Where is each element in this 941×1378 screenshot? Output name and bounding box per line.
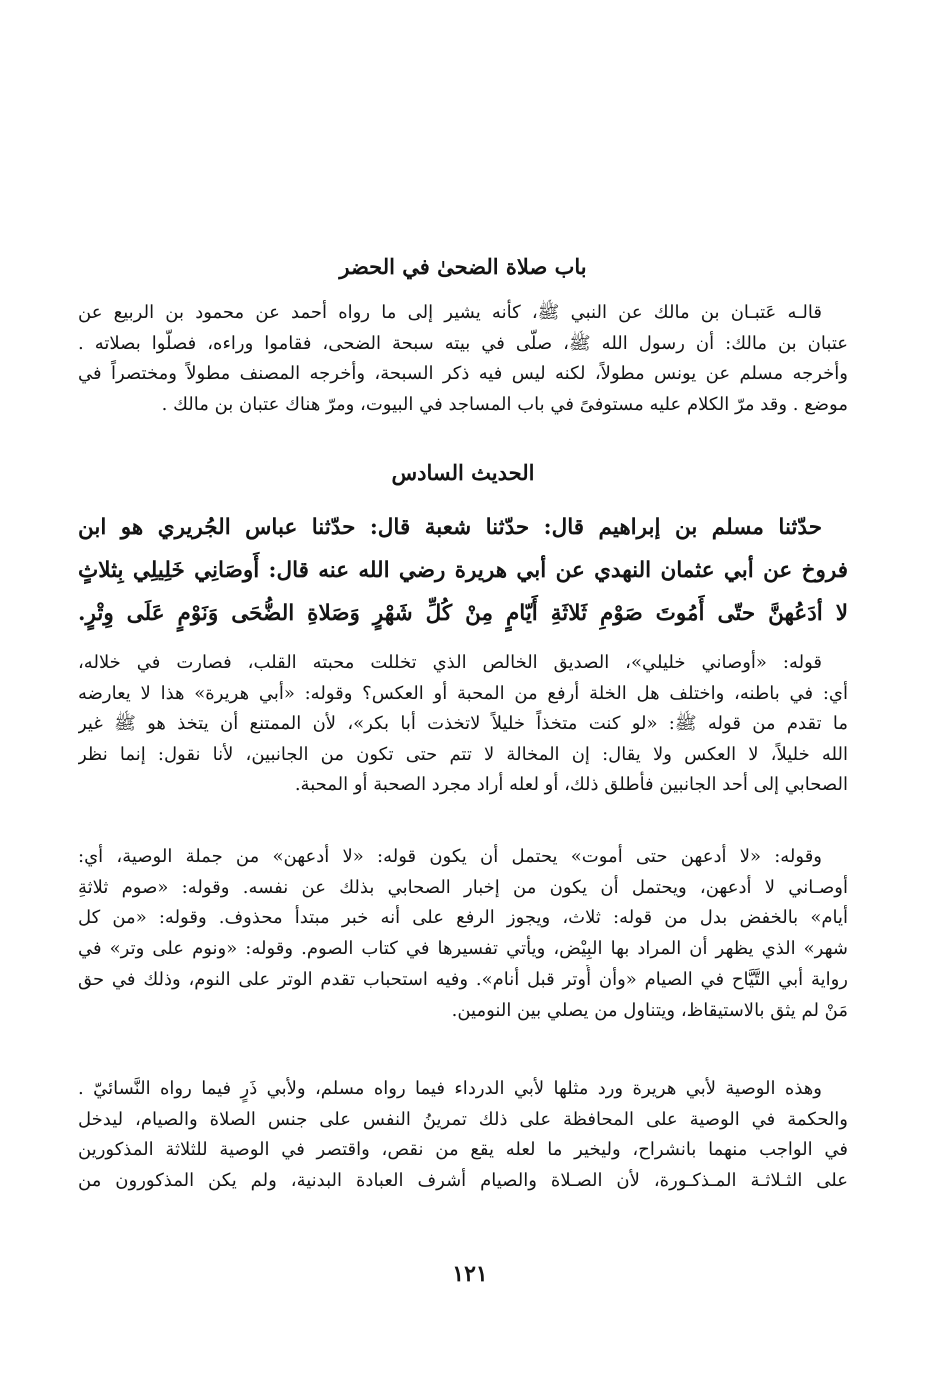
commentary-line: أوصـاني لا أدعهن، ويحتمل أن يكون من إخبار الصحابي بذلك عن نفسه. وقوله: «صوم ثلاثةِ [78,876,848,898]
commentary-line: وقوله: «لا أدعهن حتى أموت» يحتمل أن يكون قوله: «لا أدعهن» من جملة الوصية، أي: [78,846,822,867]
commentary-line: أي: في باطنه، واختلف هل الخلة أرفع من المحبة أو العكس؟ وقوله: «أبي هريرة» هذا لا يعارضه [78,682,848,704]
intro-line: موضع . وقد مرّ الكلام عليه مستوفىً في باب المساجد في البيوت، ومرّ هناك عتبان بن مالك . [161,393,848,415]
intro-line: قالـه عَتبـان بن مالك عن النبي ﷺ، كأنه يشير إلى ما رواه أحمد عن محمود بن الربيع عن [78,302,822,323]
hadith-title: الحديث السادس [391,460,535,485]
intro-line: عتبان بن مالك: أن رسول الله ﷺ، صلّى في بيته سبحة الضحى، فقاموا وراءه، فصلّوا بصلاته . [78,332,848,354]
intro-line: وأخرجه مسلم عن يونس مطولاً، لكنه ليس فيه ذكر السبحة، وأخرجه المصنف مطولاً ومختصراً في [78,363,848,384]
commentary-line: أيام» بالخفض بدل من قوله: ثلاث، ويجوز الرفع على أنه خبر مبتدأ محذوف. وقوله: «من كل [78,907,848,929]
hadith-line: فروخ عن أبي عثمان النهدي عن أبي هريرة رضي الله عنه قال: أَوصَانِي خَلِيلِي بِثلاثٍ [78,558,848,583]
commentary-line: قوله: «أوصاني خليلي»، الصديق الخالص الذي تخللت محبته القلب، فصارت في خلاله، [78,652,822,673]
commentary-line: شهر» الذي يظهر أن المراد بها البِيْض، ويأتي تفسيرها في كتاب الصوم. وقوله: «ونوم على وتر» في [78,938,848,960]
commentary-line: مَنْ لم يثق بالاستيقاظ، ويتناول من يصلي بين النومين. [451,999,848,1021]
page-number: ١٢١ [452,1261,488,1287]
commentary-paragraph-2 [78,842,848,1026]
commentary-line: الصحابي إلى أحد الجانبين فأطلق ذلك، أو لعله أراد مجرد الصحبة أو المحبة. [294,774,848,795]
commentary-line: والحكمة في الوصية على المحافظة على ذلك تمرينُ النفس على جنس الصلاة والصيام، ليدخل [78,1108,848,1130]
commentary-line: رواية أبي التَّيَّاح في الصيام «وأن أُوتر قبل أنام». وفيه استحباب تقدم الوتر على النوم، وذلك في حق [78,968,848,990]
hadith-text [78,506,848,635]
commentary-line: الله خليلاً، لا العكس ولا يقال: إن المخالة لا تتم حتى تكون من الجانبين، لأنا نقول: إنما نظر [78,743,848,765]
commentary-line: وهذه الوصية لأبي هريرة ورد مثلها لأبي الدرداء فيما رواه مسلم، ولأبي ذَرٍ فيما رواه النَّسائيّ . [78,1078,822,1099]
commentary-paragraph-1 [78,648,848,801]
intro-paragraph [78,298,848,420]
commentary-line: ما تقدم من قوله ﷺ: «لو كنت متخذاً خليلاً لاتخذت أبا بكر»، لأن الممتنع أن يتخذ هو ﷺ غير [78,713,848,734]
commentary-paragraph-3 [78,1074,848,1196]
commentary-line: في الواجب منهما بانشراح، وليخير ما لعله يقع من نقص، واقتصر في الوصية للثلاثة المذكورين [78,1139,848,1160]
chapter-title: باب صلاة الضحىٰ في الحضر [339,254,587,279]
hadith-line: لا أدَعُهنَّ حتّى أَمُوتَ صَوْمِ ثَلاثَةِ أَيّامٍ مِنْ كُلِّ شَهْرٍ وَصَلاةِ الضُّحَى وَنَوْمٍ عَلَى وِتْرٍ. [78,601,848,626]
hadith-line: حدّثنا مسلم بن إبراهيم قال: حدّثنا شعبة قال: حدّثنا عباس الجُريري هو ابن [78,515,822,540]
commentary-line: على الثـلاثـة المـذكـورة، لأن الصـلاة والصيام أشرف العبادة البدنية، ولم يكن المذكورون من [78,1169,848,1191]
